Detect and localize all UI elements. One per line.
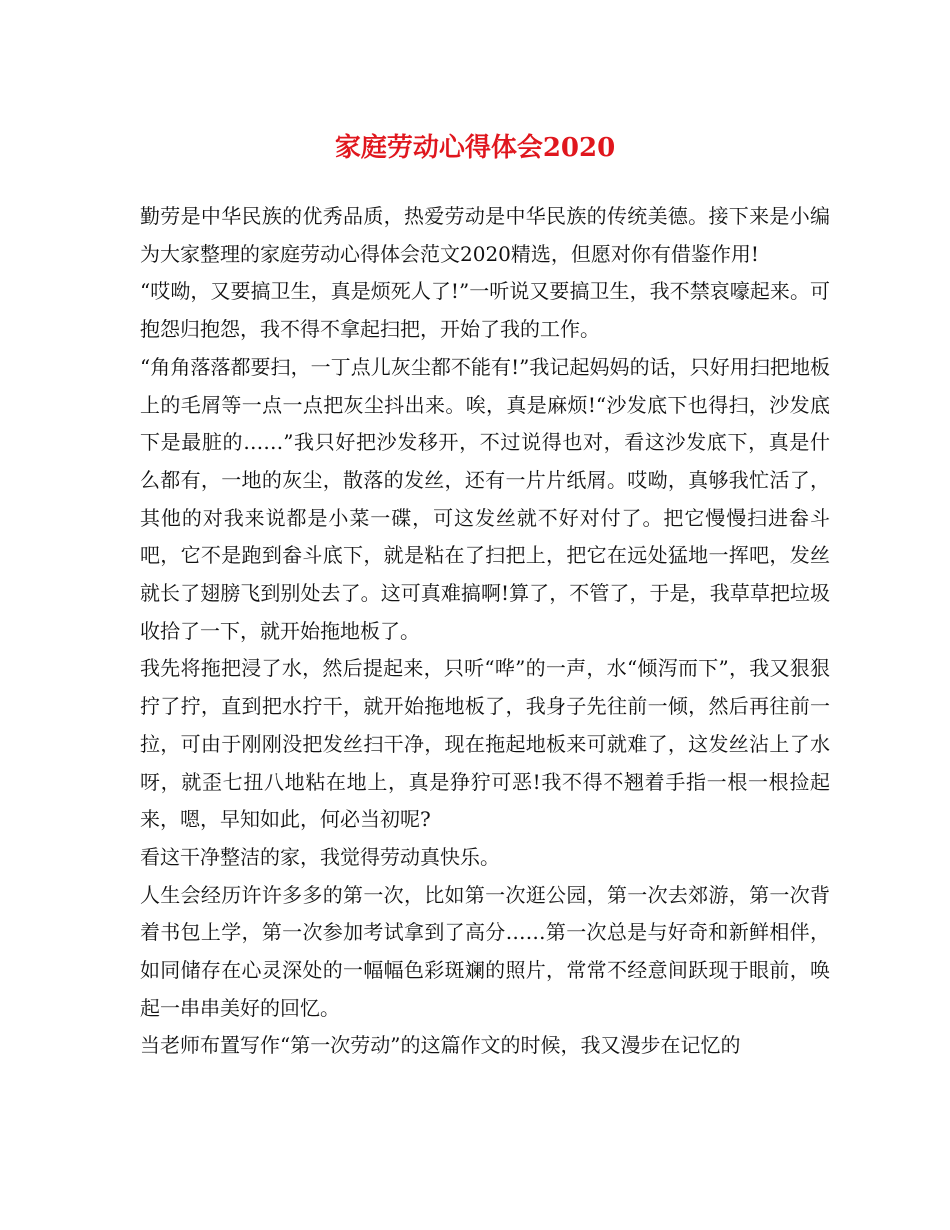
- document-title: 家庭劳动心得体会2020: [334, 133, 616, 163]
- document-body: [140, 198, 830, 1065]
- paragraph: 看这干净整洁的家，我觉得劳动真快乐。: [140, 844, 500, 869]
- paragraph: “角角落落都要扫，一丁点儿灰尘都不能有!”我记起妈妈的话，只好用扫把地板上的毛屑等一点一点把灰尘抖出来。唉，真是麻烦!“沙发底下也得扫，沙发底下是最脏的……”我只好把沙发移开，不过说得也对，看这沙发底下，真是什么都有，一地的灰尘，散落的发丝，还有一片片纸屑。哎呦，真够我忙活了，其他的对我来说都是小菜一碟，可这发丝就不好对付了。把它慢慢扫进畚斗吧，它不是跑到畚斗底下，就是粘在了扫把上，把它在远处猛地一挥吧，发丝就长了翅膀飞到别处去了。这可真难搞啊!算了，不管了，于是，我草草把垃圾收拾了一下，就开始拖地板了。: [140, 354, 830, 643]
- paragraph: 我先将拖把浸了水，然后提起来，只听“哗”的一声，水“倾泻而下”，我又狠狠拧了拧，直到把水拧干，就开始拖地板了，我身子先往前一倾，然后再往前一拉，可由于刚刚没把发丝扫干净，现在拖起地板来可就难了，这发丝沾上了水呀，就歪七扭八地粘在地上，真是狰狞可恶!我不得不翘着手指一根一根捡起来，嗯，早知如此，何必当初呢?: [140, 656, 830, 832]
- paragraph: 当老师布置写作“第一次劳动”的这篇作文的时候，我又漫步在记忆的: [140, 1033, 741, 1058]
- paragraph: 勤劳是中华民族的优秀品质，热爱劳动是中华民族的传统美德。接下来是小编为大家整理的家庭劳动心得体会范文2020精选，但愿对你有借鉴作用!: [140, 204, 830, 266]
- paragraph: 人生会经历许许多多的第一次，比如第一次逛公园，第一次去郊游，第一次背着书包上学，第一次参加考试拿到了高分……第一次总是与好奇和新鲜相伴，如同储存在心灵深处的一幅幅色彩斑斓的照片，常常不经意间跃现于眼前，唤起一串串美好的回忆。: [140, 882, 830, 1020]
- paragraph: “哎呦，又要搞卫生，真是烦死人了!”一听说又要搞卫生，我不禁哀嚎起来。可抱怨归抱怨，我不得不拿起扫把，开始了我的工作。: [140, 279, 830, 342]
